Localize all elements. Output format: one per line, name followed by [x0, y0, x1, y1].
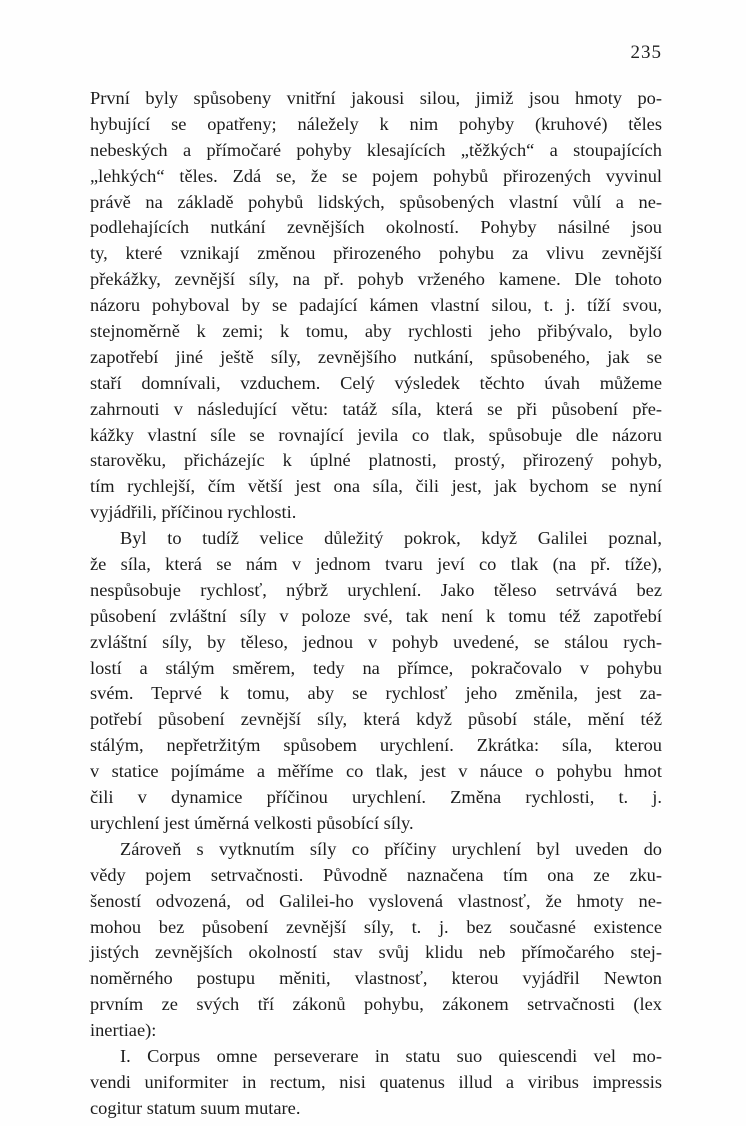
text-line: lostí a stálým směrem, tedy na přímce, pokračovalo v pohybu	[90, 657, 662, 678]
text-line: Zároveň s vytknutím síly co příčiny urychlení byl uveden do	[120, 838, 662, 859]
text-line: hybující se opatřeny; náležely k nim pohyby (kruhové) těles	[90, 113, 662, 134]
text-line: vyjádřili, příčinou rychlosti.	[90, 502, 297, 523]
text-line: zvláštní síly, by těleso, jednou v pohyb uvedené, se stálou rych-	[90, 631, 662, 652]
text-line: potřebí působení zevnější síly, která když působí stále, mění též	[90, 709, 662, 730]
body-text	[90, 86, 662, 1122]
text-line: podlehajících nutkání zevnějších okolností. Pohyby násilné jsou	[90, 217, 662, 238]
text-line: tím rychlejší, čím větší jest ona síla, čili jest, jak bychom se nyní	[90, 476, 662, 497]
text-line: jistých zevnějších okolností stav svůj klidu neb přímočarého stej-	[90, 942, 662, 963]
text-line: čili v dynamice příčinou urychlení. Změna rychlosti, t. j.	[90, 787, 662, 808]
text-line: právě na základě pohybů lidských, spůsobených vlastní vůlí a ne-	[90, 191, 662, 212]
text-line: zahrnouti v následující větu: tatáž síla, která se při působení pře-	[90, 398, 662, 419]
text-line: První byly spůsobeny vnitřní jakousi silou, jimiž jsou hmoty po-	[90, 88, 662, 108]
text-line: stejnoměrně k zemi; k tomu, aby rychlosti jeho přibývalo, bylo	[90, 321, 662, 342]
text-line: urychlení jest úměrná velkosti působící síly.	[90, 812, 414, 833]
text-line: vendi uniformiter in rectum, nisi quatenus illud a viribus impressis	[90, 1071, 662, 1092]
text-line: názoru pohyboval by se padající kámen vlastní silou, t. j. tíží svou,	[90, 295, 662, 316]
text-line: svém. Teprvé k tomu, aby se rychlosť jeho změnila, jest za-	[90, 683, 662, 704]
text-line: starověku, přicházejíc k úplné platnosti, prostý, přirozený pohyb,	[90, 450, 662, 471]
text-line: inertiae):	[90, 1020, 157, 1041]
text-line: cogitur statum suum mutare.	[90, 1097, 301, 1118]
page-number: 235	[630, 42, 662, 63]
text-line: šeností odvozená, od Galilei-ho vyslovená vlastnosť, že hmoty ne-	[90, 890, 662, 911]
text-line: I. Corpus omne perseverare in statu suo quiescendi vel mo-	[120, 1045, 662, 1066]
text-line: noměrného postupu měniti, vlastnosť, kterou vyjádřil Newton	[90, 968, 662, 989]
text-line: překážky, zevnější síly, na př. pohyb vrženého kamene. Dle tohoto	[90, 269, 662, 290]
text-line: Byl to tudíž velice důležitý pokrok, když Galilei poznal,	[120, 528, 662, 549]
text-line: staří domnívali, vzduchem. Celý výsledek těchto úvah můžeme	[90, 372, 662, 393]
text-line: kážky vlastní síle se rovnající jevila co tlak, spůsobuje dle názoru	[90, 424, 662, 445]
text-line: mohou bez působení zevnější síly, t. j. bez současné existence	[90, 916, 662, 937]
text-line: stálým, nepřetržitým spůsobem urychlení. Zkrátka: síla, kterou	[90, 735, 662, 756]
text-line: nebeských a přímočaré pohyby klesajících „těžkých“ a stoupajících	[90, 139, 662, 160]
text-line: „lehkých“ těles. Zdá se, že se pojem pohybů přirozených vyvinul	[90, 165, 662, 186]
text-line: zapotřebí jiné ještě síly, zevnějšího nutkání, spůsobeného, jak se	[90, 346, 662, 367]
text-line: prvním ze svých tří zákonů pohybu, zákonem setrvačnosti (lex	[90, 994, 662, 1015]
text-line: v statice pojímáme a měříme co tlak, jest v náuce o pohybu hmot	[90, 761, 662, 782]
text-line: ty, které vznikají změnou přirozeného pohybu za vlivu zevnější	[90, 243, 662, 264]
text-line: vědy pojem setrvačnosti. Původně naznačena tím ona ze zku-	[90, 864, 662, 885]
text-line: nespůsobuje rychlosť, nýbrž urychlení. Jako těleso setrvává bez	[90, 579, 662, 600]
text-line: působení zvláštní síly v poloze své, tak není k tomu též zapotřebí	[90, 605, 662, 626]
text-line: že síla, která se nám v jednom tvaru jeví co tlak (na př. tíže),	[90, 554, 662, 575]
